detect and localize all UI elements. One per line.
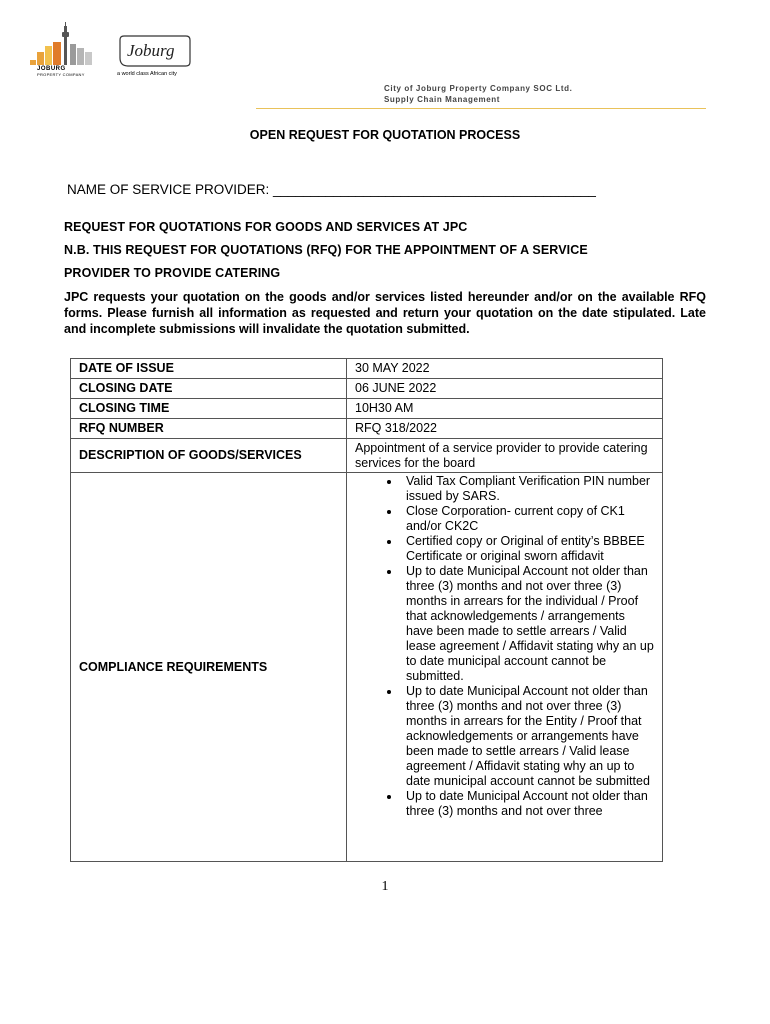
- row-label: DATE OF ISSUE: [71, 359, 347, 379]
- table-row: [71, 439, 663, 473]
- row-label: CLOSING DATE: [71, 379, 347, 399]
- jpc-logo-subtext: PROPERTY COMPANY: [37, 72, 85, 77]
- row-value: RFQ 318/2022: [347, 419, 663, 439]
- nb-heading-continued: PROVIDER TO PROVIDE CATERING: [64, 266, 281, 280]
- company-name: City of Joburg Property Company SOC Ltd.: [384, 84, 573, 93]
- intro-paragraph: JPC requests your quotation on the goods and/or services listed hereunder and/or on the available RFQ forms. Please furnish all information as requested and return your quotation on the date stipulated. Late and incomplete submissions will invalidate the quotation submitted.: [64, 290, 706, 336]
- compliance-list: [355, 474, 654, 819]
- list-item: • Valid Tax Compliant Verification PIN number issued by SARS.: [401, 474, 654, 504]
- row-value: 30 MAY 2022: [347, 359, 663, 379]
- list-item: • Up to date Municipal Account not older than three (3) months and not over three (3) months in arrears for the Entity / Proof that acknowledgements or arrangements have been made to settle arrears / Valid lease agreement / Affidavit stating why an up to date municipal account cannot be submitted: [401, 684, 654, 789]
- rfq-heading: REQUEST FOR QUOTATIONS FOR GOODS AND SERVICES AT JPC: [64, 220, 468, 234]
- row-value: 06 JUNE 2022: [347, 379, 663, 399]
- table-row: [71, 359, 663, 379]
- compliance-list-cell: [347, 473, 663, 862]
- table-row: [71, 473, 663, 862]
- page-title: OPEN REQUEST FOR QUOTATION PROCESS: [249, 128, 521, 142]
- row-value: Appointment of a service provider to provide catering services for the board: [347, 439, 663, 473]
- nb-heading: N.B. THIS REQUEST FOR QUOTATIONS (RFQ) FOR THE APPOINTMENT OF A SERVICE: [64, 243, 588, 257]
- list-item: • Close Corporation- current copy of CK1 and/or CK2C: [401, 504, 654, 534]
- list-item: • Up to date Municipal Account not older than three (3) months and not over three: [401, 789, 654, 819]
- department-name: Supply Chain Management: [384, 95, 501, 104]
- header-company-block: [384, 83, 572, 105]
- row-label: DESCRIPTION OF GOODS/SERVICES: [71, 439, 347, 473]
- row-value: 10H30 AM: [347, 399, 663, 419]
- table-row: [71, 399, 663, 419]
- compliance-label: COMPLIANCE REQUIREMENTS: [71, 473, 347, 862]
- rfq-details-table: [70, 358, 663, 862]
- joburg-logo-icon: [118, 34, 192, 68]
- table-row: [71, 419, 663, 439]
- joburg-logo-text: Joburg: [127, 41, 175, 60]
- page-number: 1: [381, 879, 389, 894]
- list-item: • Certified copy or Original of entity’s BBBEE Certificate or original sworn affidavit: [401, 534, 654, 564]
- list-item: • Up to date Municipal Account not older than three (3) months and not over three (3) months in arrears for the individual / Proof that acknowledgements / arrangements have been made to settle arrears / Valid lease agreement / Affidavit stating why an up to date municipal account cannot be submitted.: [401, 564, 654, 684]
- row-label: CLOSING TIME: [71, 399, 347, 419]
- service-provider-line: NAME OF SERVICE PROVIDER: ___________________________________________: [67, 182, 596, 197]
- header-divider: [256, 108, 706, 109]
- table-row: [71, 379, 663, 399]
- row-label: RFQ NUMBER: [71, 419, 347, 439]
- jpc-logo-text: JOBURG: [37, 66, 66, 72]
- joburg-tagline: a world class African city: [117, 71, 177, 77]
